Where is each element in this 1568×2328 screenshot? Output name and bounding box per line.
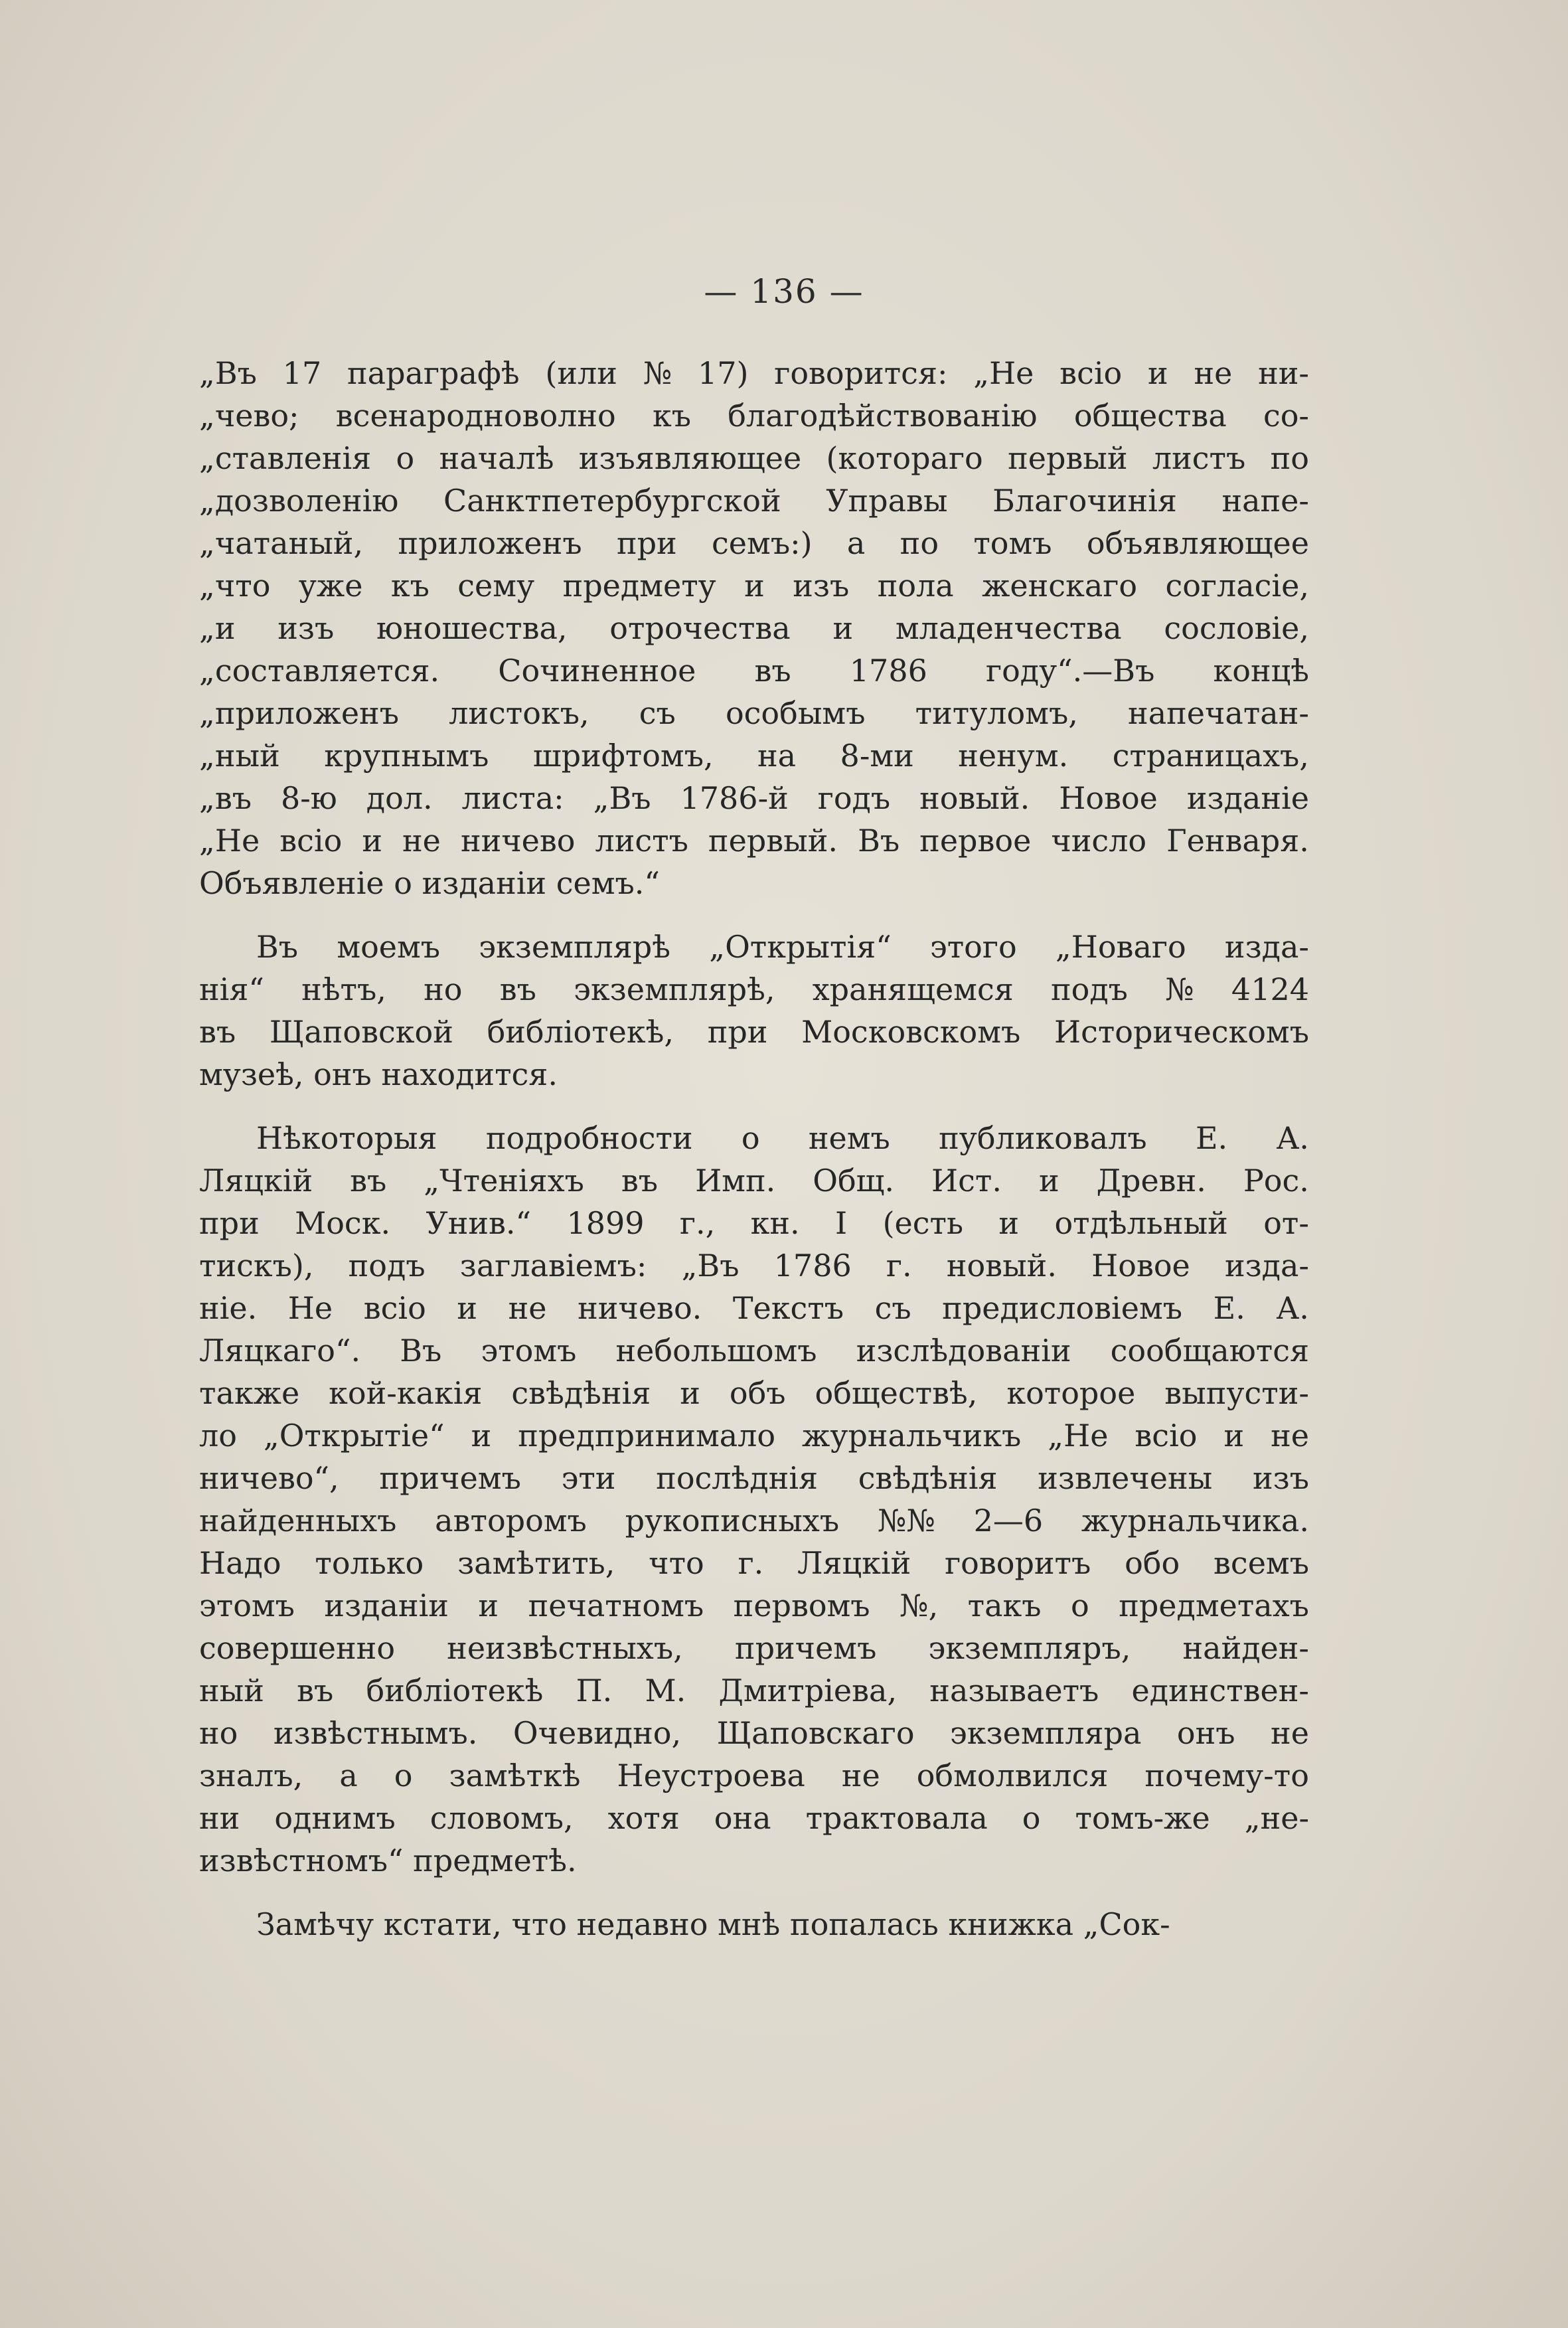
text-line: нія“ нѣтъ, но въ экземплярѣ, хранящемся подъ № 4124 <box>199 971 1309 1007</box>
text-line: ничево“, причемъ эти послѣднія свѣдѣнія извлечены изъ <box>199 1460 1309 1496</box>
paragraph <box>199 352 1309 904</box>
text-line: извѣстномъ“ предметѣ. <box>199 1843 577 1878</box>
text-line: „ный крупнымъ шрифтомъ, на 8-ми ненум. страницахъ, <box>199 738 1309 774</box>
text-line: „чатаный, приложенъ при семъ:) а по томъ объявляющее <box>199 525 1309 561</box>
text-line: зналъ, а о замѣткѣ Неустроева не обмолвился почему-то <box>199 1758 1309 1793</box>
text-line: ло „Открытіе“ и предпринимало журнальчикъ „Не всіо и не <box>199 1418 1309 1454</box>
text-line: „Не всіо и не ничево листъ первый. Въ первое число Генваря. <box>199 823 1309 859</box>
text-line: также кой-какія свѣдѣнія и объ обществѣ, которое выпусти- <box>199 1375 1309 1411</box>
text-line: тискъ), подъ заглавіемъ: „Въ 1786 г. новый. Новое изда- <box>199 1248 1309 1284</box>
text-line: при Моск. Унив.“ 1899 г., кн. I (есть и отдѣльный от- <box>199 1205 1309 1241</box>
text-line: „дозволенію Санктпетербургской Управы Благочинія напе- <box>199 483 1309 519</box>
paragraph <box>199 1903 1309 1946</box>
page-number: — 136 — <box>704 272 864 311</box>
text-line: ніе. Не всіо и не ничево. Текстъ съ предисловіемъ Е. А. <box>199 1290 1309 1326</box>
text-line: Ляцкій въ „Чтеніяхъ въ Имп. Общ. Ист. и Древн. Рос. <box>199 1163 1309 1199</box>
text-line: „составляется. Сочиненное въ 1786 году“.—Въ концѣ <box>199 653 1309 689</box>
text-line: ни однимъ словомъ, хотя она трактовала о томъ-же „не- <box>199 1800 1309 1836</box>
text-line: Въ моемъ экземплярѣ „Открытія“ этого „Новаго изда- <box>256 929 1309 965</box>
text-line: „что уже къ сему предмету и изъ пола женскаго согласіе, <box>199 568 1309 604</box>
paragraph <box>199 1117 1309 1882</box>
paragraph <box>199 926 1309 1096</box>
text-line: ный въ библіотекѣ П. М. Дмитріева, называетъ единствен- <box>199 1673 1309 1708</box>
text-line: „и изъ юношества, отрочества и младенчества сословіе, <box>199 610 1309 646</box>
text-line: „ставленія о началѣ изъявляющее (котораго первый листъ по <box>199 440 1309 476</box>
body-text <box>199 352 1309 1967</box>
text-line: Надо только замѣтить, что г. Ляцкій говоритъ обо всемъ <box>199 1545 1309 1581</box>
text-line: найденныхъ авторомъ рукописныхъ №№ 2—6 журнальчика. <box>199 1503 1309 1538</box>
text-line: „въ 8-ю дол. листа: „Въ 1786-й годъ новый. Новое изданіе <box>199 780 1309 816</box>
text-line: Объявленіе о изданіи семъ.“ <box>199 865 660 901</box>
text-line: „приложенъ листокъ, съ особымъ титуломъ, напечатан- <box>199 695 1309 731</box>
text-line: въ Щаповской библіотекѣ, при Московскомъ Историческомъ <box>199 1014 1309 1050</box>
text-line: „чево; всенародноволно къ благодѣйствованію общества со- <box>199 398 1309 434</box>
text-line: Нѣкоторыя подробности о немъ публиковалъ Е. А. <box>256 1120 1309 1156</box>
text-line: Замѣчу кстати, что недавно мнѣ попалась книжка „Сок- <box>256 1906 1170 1942</box>
text-line: музеѣ, онъ находится. <box>199 1056 558 1092</box>
text-line: но извѣстнымъ. Очевидно, Щаповскаго экземпляра онъ не <box>199 1715 1309 1751</box>
text-line: „Въ 17 параграфѣ (или № 17) говорится: „Не всіо и не ни- <box>199 355 1309 391</box>
text-line: Ляцкаго“. Въ этомъ небольшомъ изслѣдованіи сообщаются <box>199 1333 1309 1369</box>
text-line: этомъ изданіи и печатномъ первомъ №, такъ о предметахъ <box>199 1588 1309 1623</box>
text-line: совершенно неизвѣстныхъ, причемъ экземпляръ, найден- <box>199 1630 1309 1666</box>
